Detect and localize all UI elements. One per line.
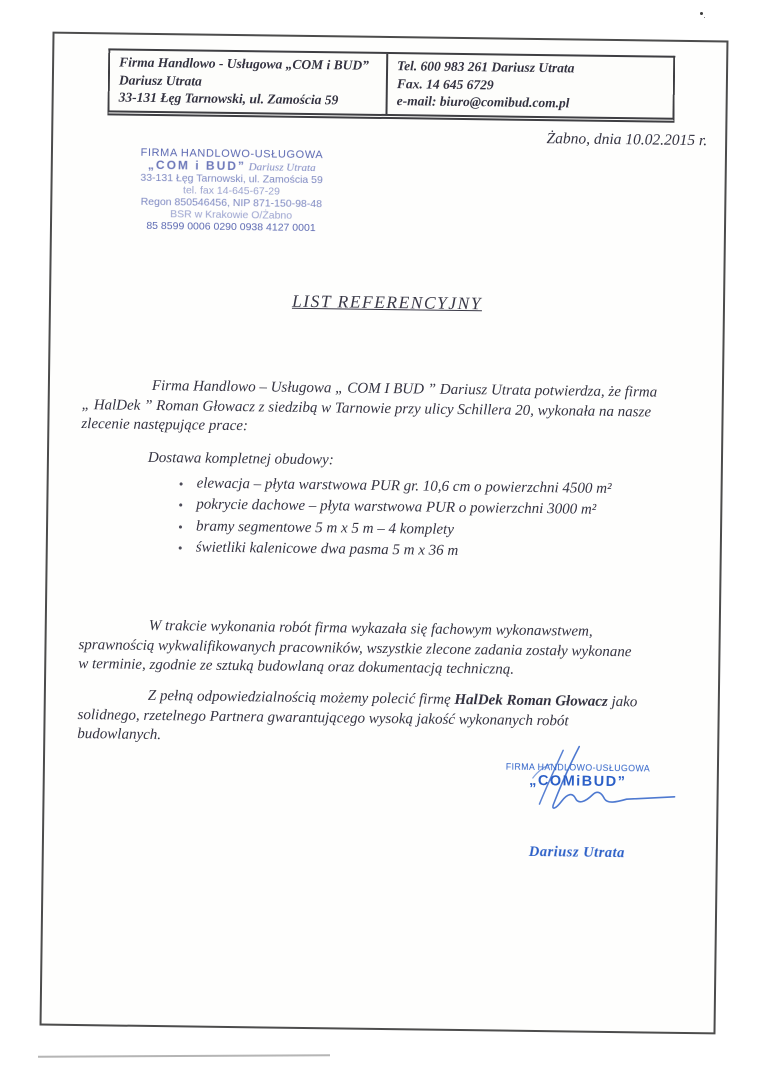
stamp-brand-text: „COM i BUD” [147, 157, 247, 174]
scanned-page [40, 32, 729, 1035]
stamp-account-line: 85 8599 0006 0290 0938 4127 0001 [146, 219, 316, 235]
paragraph-2-line-1: W trakcie wykonania robót firma wykazała się fachowym wykonawstwem, [148, 617, 593, 640]
paragraph-3-text: Z pełną odpowiedzialnością możemy polecić firmę [147, 687, 455, 708]
date-line: Żabno, dnia 10.02.2015 r. [546, 130, 708, 150]
paragraph-1-line-2: „ HalDek ” Roman Głowacz z siedzibą w Tarnowie przy ulicy Schillera 20, wykonała na nasze [81, 396, 652, 421]
list-item: • elewacja – płyta warstwowa PUR gr. 10,6 cm o powierzchni 4500 m² [196, 474, 611, 501]
header-company-name: Firma Handlowo - Usługowa „COM i BUD” [119, 54, 370, 73]
recommended-company-name: HalDek Roman Głowacz [454, 691, 608, 710]
stamp-telfax-line: tel. fax 14-645-67-29 [182, 184, 280, 198]
list-item: • świetliki kalenicowe dwa pasma 5 m x 36 m [196, 538, 611, 565]
letter-title: LIST REFERENCYJNY [291, 290, 483, 314]
header-left-cell [110, 50, 389, 113]
header-table [107, 48, 675, 122]
list-item: • pokrycie dachowe – płyta warstwowa PUR o powierzchni 3000 m² [196, 495, 611, 522]
company-stamp [92, 146, 371, 235]
paragraph-2 [78, 616, 697, 683]
paragraph-3 [77, 686, 696, 753]
stamp-address-line: 33-131 Łęg Tarnowski, ul. Zamościa 59 [140, 171, 323, 187]
paragraph-2-line-2: sprawnością wykwalifikowanych pracowników, wszystkie zlecone zadania zostały wykonane [78, 636, 632, 660]
list-item: • bramy segmentowe 5 m x 5 m – 4 komplety [196, 516, 611, 543]
signatory-name: Dariusz Utrata [528, 843, 625, 862]
stamp-regon-nip-line: Regon 850546456, NIP 871-150-98-48 [140, 195, 323, 211]
paragraph-2-line-3: w terminie, zgodnie ze sztuką budowlaną oraz dokumentacją techniczną. [78, 656, 515, 678]
scan-artifact-line [38, 1054, 330, 1057]
paragraph-1 [81, 376, 700, 443]
paragraph-3-line-3: budowlanych. [77, 726, 162, 744]
header-address: 33-131 Łęg Tarnowski, ul. Zamościa 59 [118, 89, 339, 108]
stamp-company-line: FIRMA HANDLOWO-USŁUGOWA [140, 146, 324, 162]
signature-block [452, 761, 703, 874]
header-phone: Tel. 600 983 261 Dariusz Utrata [397, 58, 575, 76]
signature-stamp-brand: „COMiBUD” [529, 772, 627, 791]
paragraph-3-line-2: solidnego, rzetelnego Partnera gwarantującego wysoką jakość wykonanych robót [77, 706, 569, 730]
list-intro: Dostawa kompletnej obudowy: [147, 449, 334, 469]
works-list [196, 474, 612, 565]
header-email: e-mail: biuro@comibud.com.pl [396, 93, 570, 111]
signature-stamp-company: FIRMA HANDLOWO-USŁUGOWA [505, 761, 651, 774]
paragraph-1-line-3: zlecenie następujące prace: [81, 416, 249, 435]
paragraph-1-line-1: Firma Handlowo – Usługowa „ COM I BUD ” Dariusz Utrata potwierdza, że firma [151, 377, 658, 401]
scan-speck [700, 12, 703, 15]
header-owner-name: Dariusz Utrata [118, 71, 202, 89]
paragraph-3-text: jako [607, 693, 638, 711]
stamp-bank-line: BSR w Krakowie O/Żabno [170, 208, 293, 222]
header-fax: Fax. 14 645 6729 [396, 75, 494, 92]
handwritten-signature [492, 743, 693, 818]
header-right-cell [387, 54, 673, 117]
stamp-owner-text: Dariusz Utrata [245, 161, 316, 175]
